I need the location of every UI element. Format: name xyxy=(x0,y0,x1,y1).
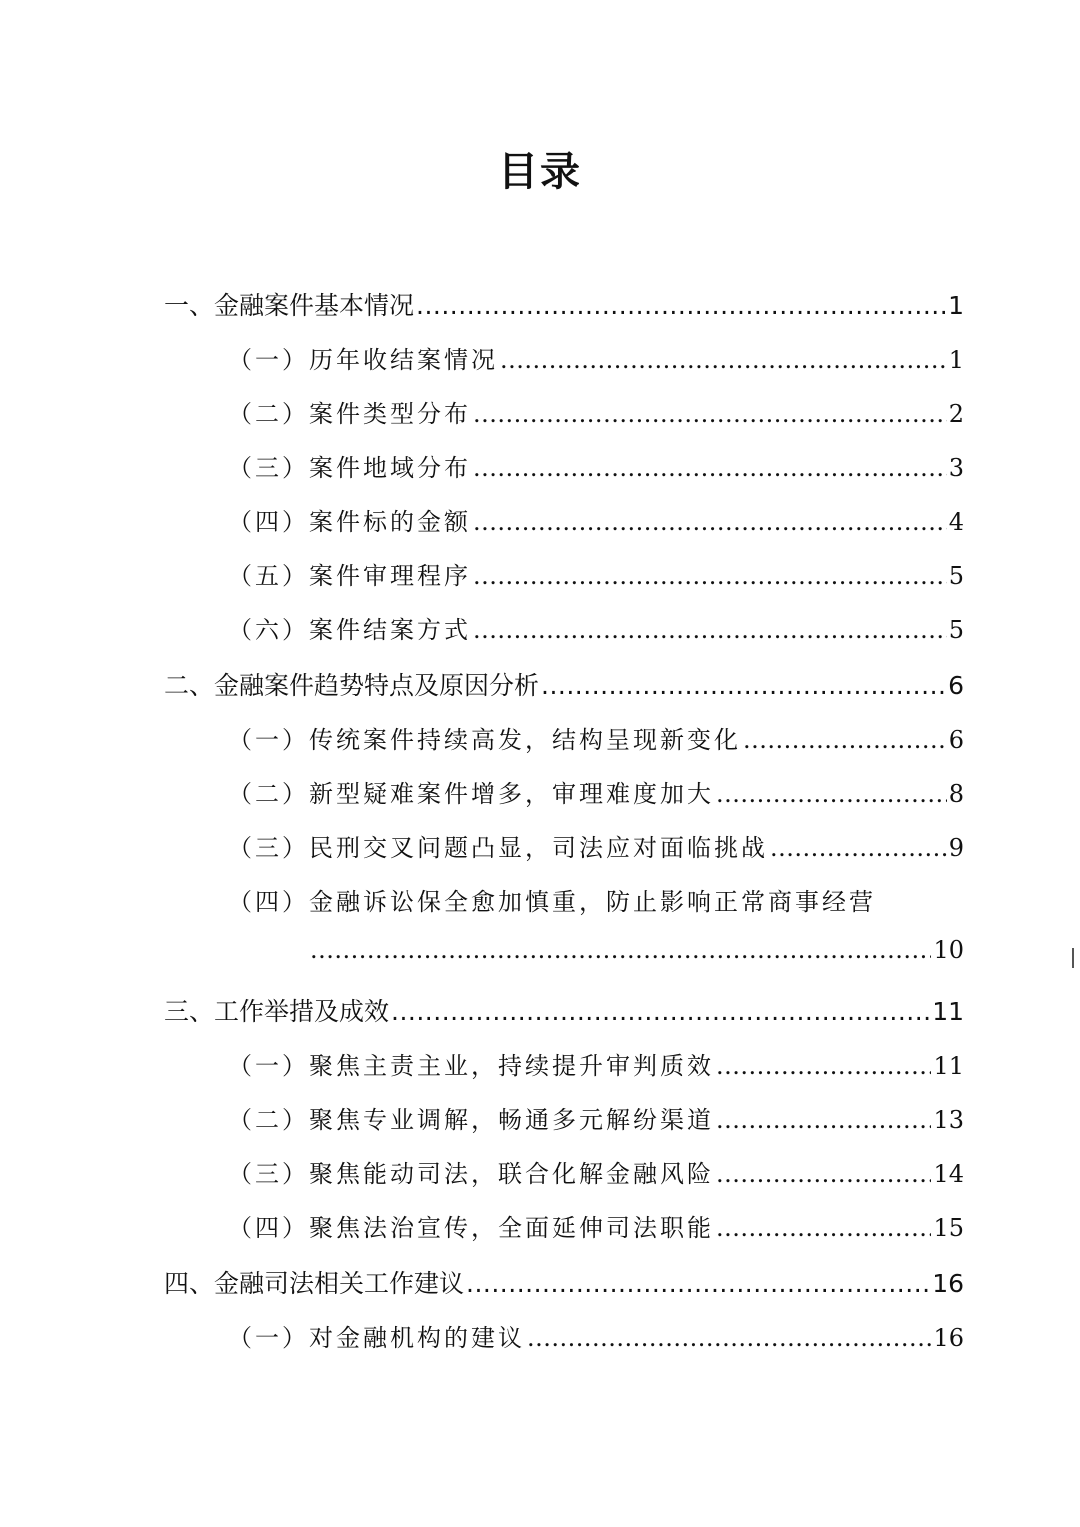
dot-leader xyxy=(743,726,947,754)
toc-page-number: 11 xyxy=(933,1052,964,1080)
toc-entry-label: （四）金融诉讼保全愈加慎重，防止影响正常商事经营 xyxy=(228,888,876,916)
dot-leader xyxy=(716,1106,931,1134)
dot-leader xyxy=(541,671,946,700)
toc-entry-section-3-3[interactable] xyxy=(228,1154,964,1194)
toc-entry-section-1-4[interactable] xyxy=(228,502,964,542)
toc-entry-section-2-4-continuation[interactable] xyxy=(310,936,964,976)
toc-entry-label: （一）聚焦主责主业，持续提升审判质效 xyxy=(228,1052,714,1080)
toc-entry-label: 三、工作举措及成效 xyxy=(164,997,390,1026)
toc-entry-section-1-2[interactable] xyxy=(228,394,964,434)
dot-leader xyxy=(716,1214,931,1242)
toc-entry-section-1-6[interactable] xyxy=(228,610,964,650)
toc-entry-section-4-1[interactable] xyxy=(228,1318,964,1358)
toc-page-number: 6 xyxy=(948,671,964,700)
dot-leader xyxy=(466,1269,930,1298)
dot-leader xyxy=(527,1324,931,1352)
toc-entry-section-2-2[interactable] xyxy=(228,774,964,814)
dot-leader xyxy=(473,508,947,536)
dot-leader xyxy=(391,997,930,1026)
toc-page-number: 2 xyxy=(948,400,964,428)
dot-leader xyxy=(716,780,947,808)
toc-entry-section-3-2[interactable] xyxy=(228,1100,964,1140)
dot-leader xyxy=(500,346,947,374)
toc-entry-label: （一）对金融机构的建议 xyxy=(228,1324,525,1352)
toc-page-number: 1 xyxy=(948,346,964,374)
toc-entry-label: （一）历年收结案情况 xyxy=(228,346,498,374)
toc-entry-section-1-1[interactable] xyxy=(228,340,964,380)
dot-leader xyxy=(310,936,931,964)
toc-page-number: 15 xyxy=(933,1214,964,1242)
toc-entry-section-1[interactable] xyxy=(164,286,964,326)
toc-entry-section-3[interactable] xyxy=(164,992,964,1032)
toc-page-number: 13 xyxy=(933,1106,964,1134)
toc-page-number: 3 xyxy=(948,454,964,482)
toc-page-number: 8 xyxy=(948,780,964,808)
toc-entry-section-2-4[interactable] xyxy=(228,882,876,922)
toc-entry-section-4[interactable] xyxy=(164,1264,964,1304)
dot-leader xyxy=(716,1052,931,1080)
toc-entry-section-2-1[interactable] xyxy=(228,720,964,760)
dot-leader xyxy=(770,834,947,862)
toc-page-number: 9 xyxy=(948,834,964,862)
toc-entry-section-1-5[interactable] xyxy=(228,556,964,596)
toc-entry-label: 二、金融案件趋势特点及原因分析 xyxy=(164,671,540,700)
toc-entry-label: （四）案件标的金额 xyxy=(228,508,471,536)
toc-entry-label: 四、金融司法相关工作建议 xyxy=(164,1269,465,1298)
dot-leader xyxy=(473,562,947,590)
toc-page-number: 11 xyxy=(932,997,964,1026)
toc-entry-label: （六）案件结案方式 xyxy=(228,616,471,644)
toc-entry-label: （四）聚焦法治宣传，全面延伸司法职能 xyxy=(228,1214,714,1242)
toc-page-number: 10 xyxy=(933,936,964,964)
toc-entry-section-2[interactable] xyxy=(164,666,964,706)
scan-edge-mark xyxy=(1072,948,1074,968)
toc-entry-label: （二）案件类型分布 xyxy=(228,400,471,428)
toc-entry-label: （五）案件审理程序 xyxy=(228,562,471,590)
toc-entry-section-2-3[interactable] xyxy=(228,828,964,868)
toc-entry-label: （三）案件地域分布 xyxy=(228,454,471,482)
toc-page-number: 5 xyxy=(948,616,964,644)
toc-entry-section-3-1[interactable] xyxy=(228,1046,964,1086)
toc-entry-label: （三）聚焦能动司法，联合化解金融风险 xyxy=(228,1160,714,1188)
toc-entry-label: 一、金融案件基本情况 xyxy=(164,291,415,320)
toc-page-number: 5 xyxy=(948,562,964,590)
dot-leader xyxy=(716,1160,931,1188)
toc-page-number: 14 xyxy=(933,1160,964,1188)
toc-entry-section-3-4[interactable] xyxy=(228,1208,964,1248)
toc-page-number: 1 xyxy=(948,291,964,320)
page-title: 目录 xyxy=(498,149,582,195)
dot-leader xyxy=(473,454,947,482)
toc-entry-label: （一）传统案件持续高发，结构呈现新变化 xyxy=(228,726,741,754)
dot-leader xyxy=(473,400,947,428)
toc-page-number: 16 xyxy=(933,1324,964,1352)
toc-page-number: 16 xyxy=(932,1269,964,1298)
toc-page-number: 6 xyxy=(948,726,964,754)
dot-leader xyxy=(473,616,947,644)
toc-entry-label: （二）聚焦专业调解，畅通多元解纷渠道 xyxy=(228,1106,714,1134)
toc-entry-label: （二）新型疑难案件增多，审理难度加大 xyxy=(228,780,714,808)
toc-entry-section-1-3[interactable] xyxy=(228,448,964,488)
toc-entry-label: （三）民刑交叉问题凸显，司法应对面临挑战 xyxy=(228,834,768,862)
dot-leader xyxy=(416,291,946,320)
toc-page-number: 4 xyxy=(948,508,964,536)
